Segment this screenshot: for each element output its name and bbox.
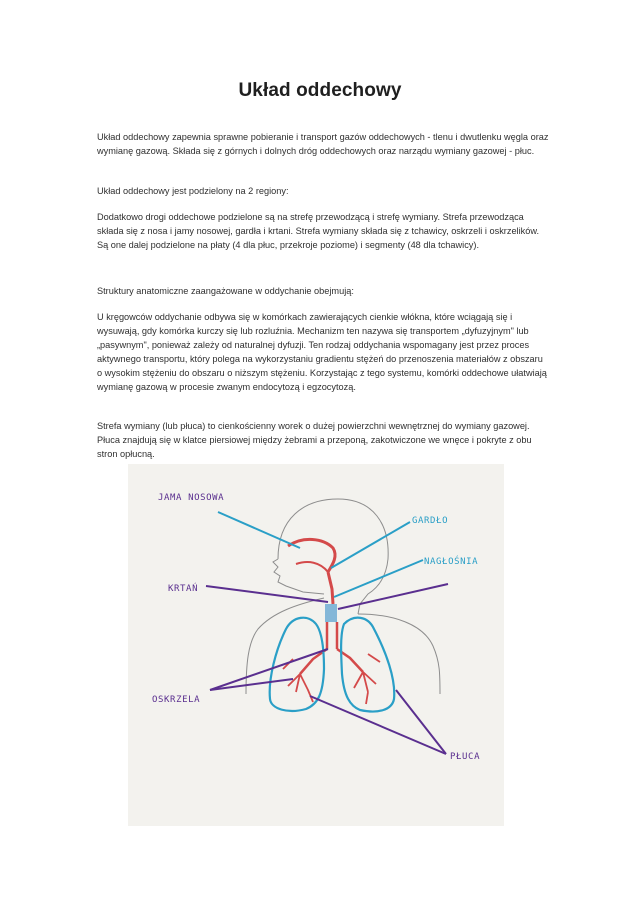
page-title: Układ oddechowy <box>238 80 402 101</box>
pharynx <box>328 572 333 604</box>
paragraph-structures: Struktury anatomiczne zaangażowane w oddychanie obejmują: <box>97 286 354 296</box>
label-bronchi: OSKRZELA <box>152 695 201 705</box>
label-lungs: PŁUCA <box>450 752 481 762</box>
label-larynx: KRTAŃ <box>168 584 199 594</box>
pointer-epiglottis <box>334 560 423 597</box>
paragraph-vertebrates: U kręgowców oddychanie odbywa się w komórkach zawierających cienkie włókna, które wciągają się i wysuwają, gdy komórka kurczy się lub rozluźnia. Mechanizm ten nazywa się transportem „dyfuzyjnym" lub „pasywnym", ponieważ zależy od naturalnej dyfuzji. Ten rodzaj oddychania wspomagany jest przez proces aktywnego transportu, który polega na wykorzystaniu gradientu stężeń do przenoszenia materiałów z obszaru o wysokim stężeniu do obszaru o niższym stężeniu. Korzystając z tego systemu, komórki oddechowe ułatwiają wymianę gazową w procesie zwanym endocytozą i egzocytozą. <box>97 312 547 392</box>
respiratory-drawing <box>128 464 504 826</box>
pointer-bronchi-2 <box>210 679 293 690</box>
label-epiglottis: NAGŁOŚNIA <box>424 557 479 567</box>
shoulder-outline-right <box>358 614 440 694</box>
nasal-cavity <box>288 539 335 572</box>
pointer-lungs <box>310 696 446 754</box>
pointer-larynx <box>206 586 328 602</box>
label-nasal: JAMA NOSOWA <box>158 493 225 503</box>
larynx-shape <box>325 604 337 622</box>
pointer-pharynx <box>331 522 410 568</box>
paragraph-intro: Układ oddechowy zapewnia sprawne pobieranie i transport gazów oddechowych - tlenu i dwutlenku węgla oraz wymianę gazową. Składa się z górnych i dolnych dróg oddechowych oraz narządu wymiany gazowej - płuc. <box>97 132 549 156</box>
oral-cavity <box>296 562 328 572</box>
bronchial-tree-right <box>354 654 380 704</box>
trachea <box>327 622 337 649</box>
pointer-nasal <box>218 512 300 548</box>
label-pharynx: GARDŁO <box>412 516 449 526</box>
lung-left <box>270 618 324 711</box>
paragraph-regions: Układ oddechowy jest podzielony na 2 regiony: <box>97 186 289 196</box>
paragraph-exchange-zone: Strefa wymiany (lub płuca) to cienkościenny worek o dużej powierzchni wewnętrznej do wymiany gazowej. Płuca znajdują się w klatce piersiowej między żebrami a przeponą, zakotwiczone we wnęce i pokryte z obu stron opłucną. <box>97 421 532 459</box>
paragraph-zones: Dodatkowo drogi oddechowe podzielone są na strefę przewodzącą i strefę wymiany. Strefa przewodząca składa się z nosa i jamy nosowej, gardła i krtani. Strefa wymiany składa się z tchawicy, oskrzeli i oskrzelików. Są one dalej podzielone na płaty (4 dla płuc, przekroje poziome) i segmenty (48 dla tchawicy). <box>97 212 540 250</box>
